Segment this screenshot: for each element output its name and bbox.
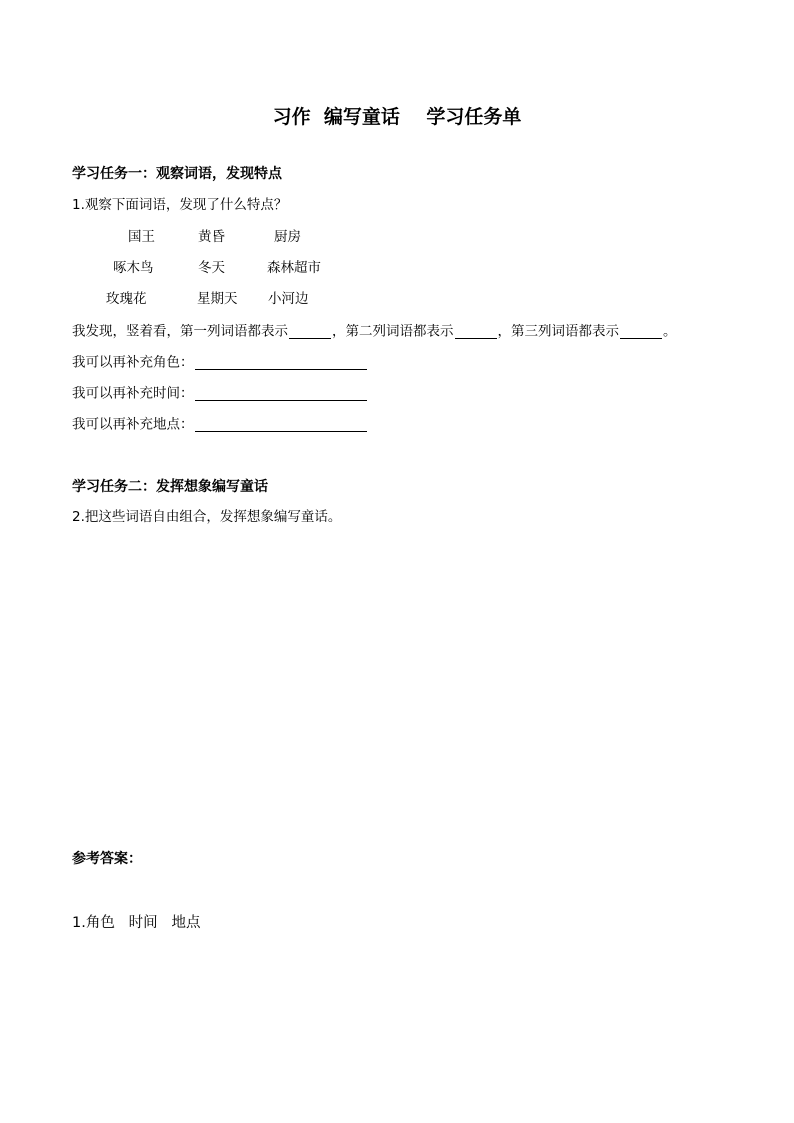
task1-heading: 学习任务一：观察词语，发现特点	[72, 166, 282, 182]
blank-time[interactable]	[195, 386, 367, 401]
supplement-place: 我可以再补充地点：	[72, 417, 367, 432]
word-r2-c2: 冬天	[198, 260, 225, 276]
word-r3-c2: 星期天	[197, 291, 238, 307]
supplement-role: 我可以再补充角色：	[72, 355, 367, 370]
task2-question: 2.把这些词语自由组合，发挥想象编写童话。	[72, 509, 342, 525]
task2-heading: 学习任务二：发挥想象编写童话	[72, 479, 268, 495]
blank-role[interactable]	[195, 355, 367, 370]
word-r2-c3: 森林超市	[267, 260, 321, 276]
word-r1-c1: 国王	[128, 229, 155, 245]
word-r1-c3: 厨房	[274, 229, 301, 245]
task1-question: 1.观察下面词语，发现了什么特点？	[72, 197, 288, 213]
word-r1-c2: 黄昏	[198, 229, 225, 245]
answer-line-1: 1.角色 时间 地点	[72, 915, 201, 931]
discovery-sentence: 我发现，竖着看，第一列词语都表示 ，第二列词语都表示 ，第三列词语都表示 。	[72, 323, 677, 340]
supplement-time: 我可以再补充时间：	[72, 386, 367, 401]
word-r2-c1: 啄木鸟	[113, 260, 154, 276]
page-title: 习作 编写童话 学习任务单	[272, 106, 522, 128]
blank-column1[interactable]	[289, 324, 331, 339]
answers-heading: 参考答案：	[72, 851, 142, 867]
word-r3-c3: 小河边	[268, 291, 309, 307]
blank-column3[interactable]	[620, 324, 662, 339]
blank-column2[interactable]	[455, 324, 497, 339]
word-r3-c1: 玫瑰花	[106, 291, 147, 307]
blank-place[interactable]	[195, 417, 367, 432]
